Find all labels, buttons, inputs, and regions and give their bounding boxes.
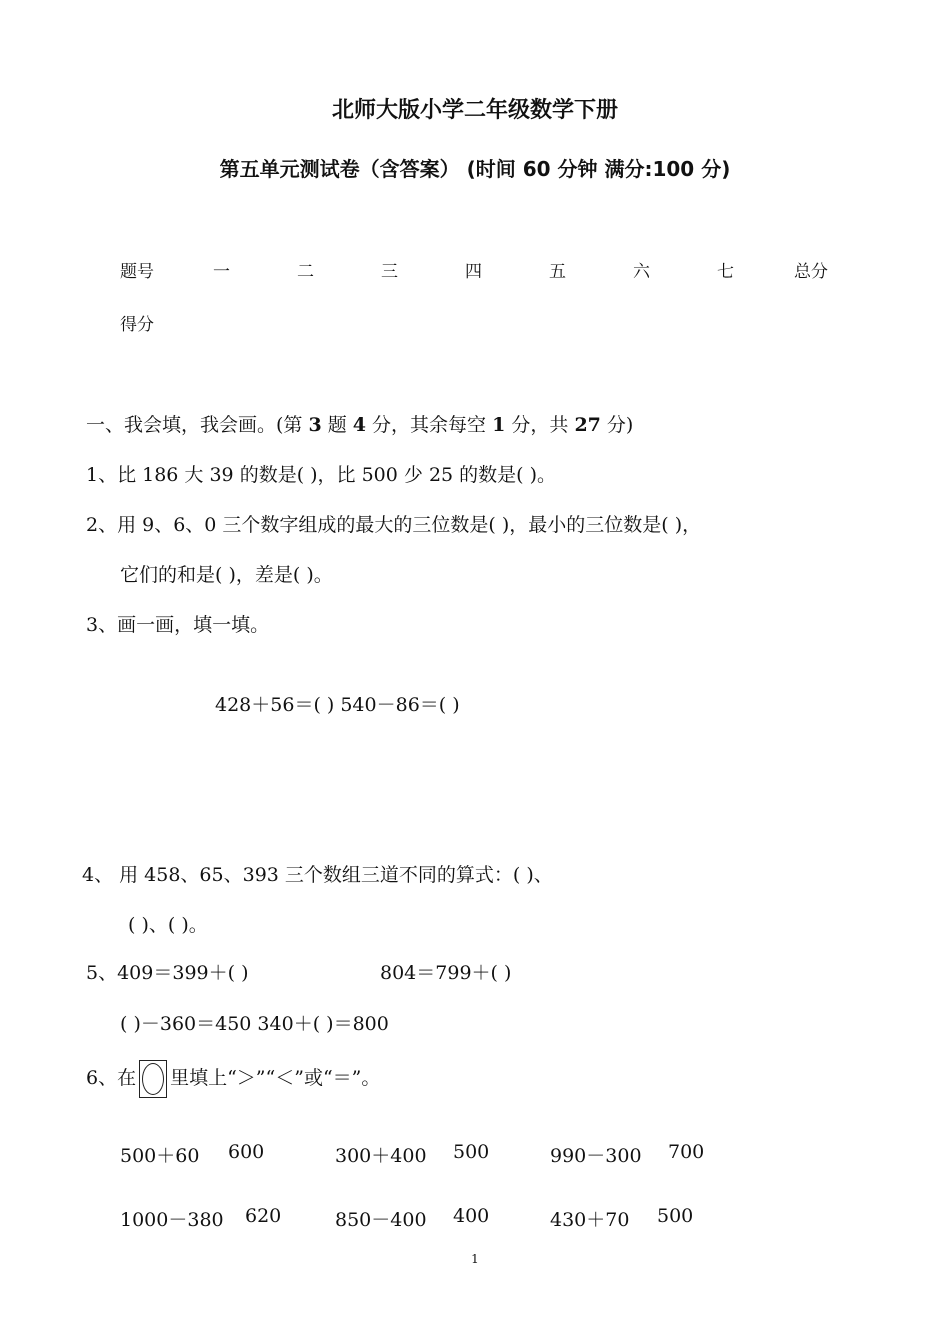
score-header-cell: 五 xyxy=(549,262,566,282)
comparison-item xyxy=(453,1141,489,1163)
comparison-item xyxy=(120,1205,224,1232)
comparison-item xyxy=(228,1141,264,1163)
comparison-right: 700 xyxy=(668,1141,705,1163)
score-header-cell: 题号 xyxy=(120,262,154,282)
comparison-right: 600 xyxy=(228,1141,265,1163)
comparison-item xyxy=(335,1205,427,1232)
comparison-left: 300＋400 xyxy=(335,1145,427,1167)
question-2-line-1: 2、用 9、6、0 三个数字组成的最大的三位数是( )，最小的三位数是( )， xyxy=(86,514,702,536)
comparison-item xyxy=(453,1205,489,1227)
question-4-line-1: 4、 用 458、65、393 三个数组三道不同的算式：( )、 xyxy=(82,864,553,886)
question-5-c: ( )－360＝450 340＋( )＝800 xyxy=(120,1013,389,1035)
section-1-text: 分，共 xyxy=(505,414,575,436)
section-1-number: 3 xyxy=(308,414,322,436)
section-1-text: 题 xyxy=(321,414,353,436)
score-header-cell: 总分 xyxy=(794,262,828,282)
section-1-heading xyxy=(86,410,633,437)
question-1: 1、比 186 大 39 的数是( )，比 500 少 25 的数是( )。 xyxy=(86,464,557,486)
page-title: 北师大版小学二年级数学下册 xyxy=(331,98,618,123)
section-1-number: 27 xyxy=(574,414,601,436)
score-header-cell: 二 xyxy=(297,262,314,282)
section-1-text: 分，其余每空 xyxy=(366,414,493,436)
score-header-cell: 七 xyxy=(717,262,734,282)
section-1-text: 一、我会填，我会画。(第 xyxy=(86,414,309,436)
comparison-left: 430＋70 xyxy=(550,1209,630,1231)
comparison-right: 400 xyxy=(453,1205,490,1227)
page-number: 1 xyxy=(471,1252,479,1266)
question-2-line-2: 它们的和是( )，差是( )。 xyxy=(120,564,333,586)
score-header-cell: 四 xyxy=(465,262,482,282)
comparison-left: 500＋60 xyxy=(120,1145,200,1167)
comparison-right: 500 xyxy=(657,1205,694,1227)
question-3: 3、画一画，填一填。 xyxy=(86,614,270,636)
comparison-item xyxy=(657,1205,693,1227)
question-4-line-2: ( )、( )。 xyxy=(128,914,208,936)
circle-in-box-icon xyxy=(139,1060,167,1098)
comparison-left: 990－300 xyxy=(550,1145,642,1167)
page-subtitle: 第五单元测试卷（含答案） (时间 60 分钟 满分:100 分) xyxy=(219,157,731,181)
score-table-header xyxy=(120,257,860,283)
question-5-b: 804＝799＋( ) xyxy=(380,962,512,984)
comparison-item xyxy=(335,1141,427,1168)
section-1-number: 1 xyxy=(492,414,506,436)
score-table-row xyxy=(120,310,860,336)
score-header-cell: 一 xyxy=(213,262,230,282)
comparison-item xyxy=(550,1205,629,1232)
question-6 xyxy=(86,1058,380,1098)
comparison-item xyxy=(120,1141,199,1168)
comparison-right: 500 xyxy=(453,1141,490,1163)
comparison-item xyxy=(668,1141,704,1163)
section-1-number: 4 xyxy=(352,414,367,436)
comparison-right: 620 xyxy=(245,1205,282,1227)
comparison-left: 1000－380 xyxy=(120,1209,224,1231)
question-5-a: 5、409＝399＋( ) xyxy=(86,962,249,984)
question-6-suffix: 里填上“＞”“＜”或“＝”。 xyxy=(170,1067,381,1089)
comparison-left: 850－400 xyxy=(335,1209,427,1231)
score-header-cell: 六 xyxy=(633,262,650,282)
comparison-item xyxy=(245,1205,281,1227)
score-header-cell: 三 xyxy=(381,262,398,282)
question-3-expressions: 428＋56＝( ) 540－86＝( ) xyxy=(215,694,460,716)
question-6-prefix: 6、在 xyxy=(86,1067,137,1089)
comparison-item xyxy=(550,1141,642,1168)
section-1-text: 分) xyxy=(600,414,634,436)
score-row-label: 得分 xyxy=(120,315,154,335)
